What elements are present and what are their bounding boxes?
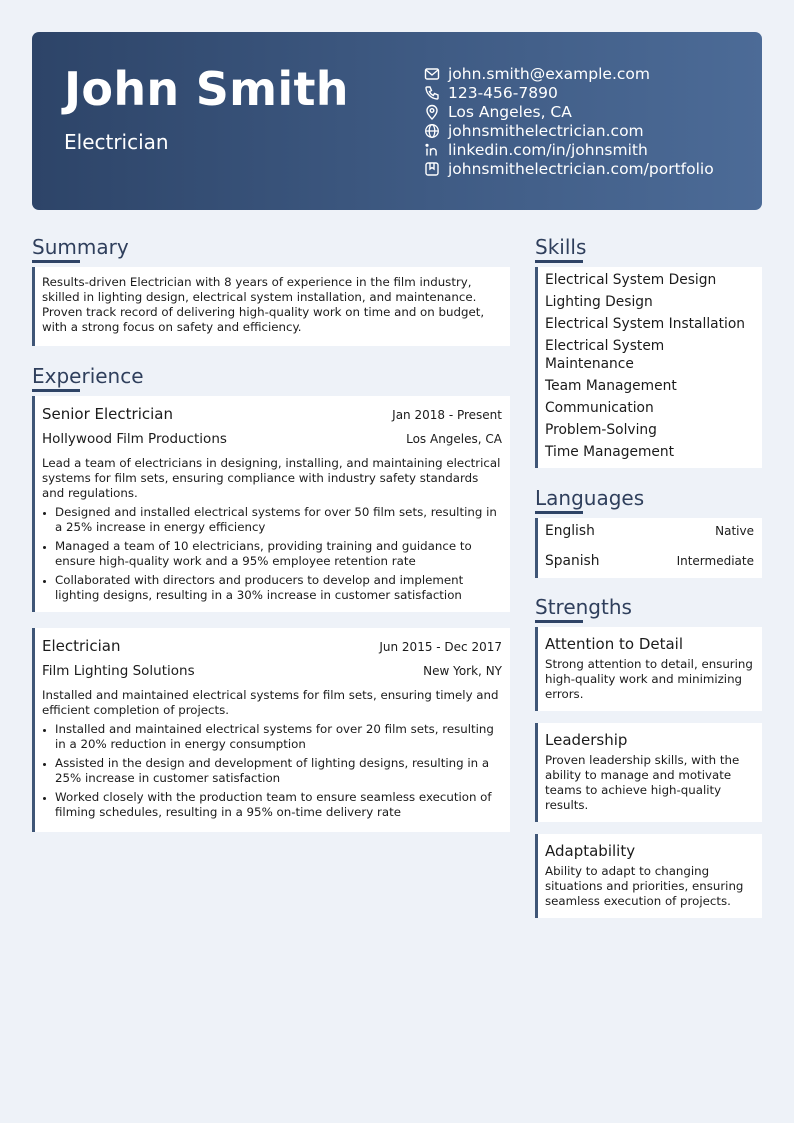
contact-location — [424, 102, 714, 121]
summary-heading: Summary — [32, 235, 129, 259]
phone-icon — [424, 85, 440, 101]
languages-underline — [535, 511, 583, 514]
skill-item: Electrical System Installation — [545, 316, 746, 332]
language-level: Native — [715, 524, 754, 538]
skills-underline — [535, 260, 583, 263]
achievement-item: Managed a team of 10 electricians, providing training and guidance to ensure high-quality work and a 95% employee retention rate — [42, 539, 502, 569]
skill-item: Communication — [545, 400, 654, 416]
contact-linkedin[interactable] — [424, 140, 714, 159]
achievement-item: Collaborated with directors and producers to develop and implement lighting designs, resulting in a 30% increase in customer satisfaction — [42, 573, 502, 603]
language-name: Spanish — [545, 553, 600, 569]
job-location: New York, NY — [423, 664, 502, 678]
job-card — [32, 396, 510, 612]
language-level: Intermediate — [676, 554, 754, 568]
summary-underline — [32, 260, 80, 263]
contact-email-text: john.smith@example.com — [448, 64, 650, 83]
contact-portfolio[interactable] — [424, 159, 714, 178]
job-description: Installed and maintained electrical systems for film sets, ensuring timely and efficient completion of projects. — [42, 688, 499, 717]
achievement-item: Installed and maintained electrical systems for over 20 film sets, resulting in a 20% reduction in energy consumption — [42, 722, 502, 752]
strengths-heading: Strengths — [535, 595, 632, 619]
experience-heading: Experience — [32, 364, 144, 388]
strength-title: Attention to Detail — [545, 635, 684, 653]
language-row — [545, 553, 754, 569]
skills-card — [535, 267, 762, 468]
contact-linkedin-text: linkedin.com/in/johnsmith — [448, 140, 648, 159]
contact-website[interactable] — [424, 121, 714, 140]
job-achievements — [42, 505, 502, 603]
job-subheader — [42, 431, 502, 447]
job-title: Electrician — [42, 637, 121, 655]
strength-description: Strong attention to detail, ensuring high-quality work and minimizing errors. — [545, 657, 753, 701]
resume-header — [32, 32, 762, 210]
achievement-item: Worked closely with the production team to ensure seamless execution of filming schedules, resulting in a 95% on-time delivery rate — [42, 790, 502, 820]
contact-location-text: Los Angeles, CA — [448, 102, 572, 121]
job-company: Hollywood Film Productions — [42, 431, 227, 447]
language-name: English — [545, 523, 595, 539]
language-row — [545, 523, 754, 553]
strength-title: Adaptability — [545, 842, 636, 860]
globe-icon — [424, 123, 440, 139]
strengths-underline — [535, 620, 583, 623]
job-subheader — [42, 663, 502, 679]
job-card — [32, 628, 510, 832]
strength-title: Leadership — [545, 731, 628, 749]
job-description: Lead a team of electricians in designing, installing, and maintaining electrical systems for film sets, ensuring compliance with industry safety standards and regulations. — [42, 456, 501, 500]
mail-icon — [424, 66, 440, 82]
job-header — [42, 637, 502, 655]
languages-card — [535, 518, 762, 578]
contact-phone[interactable] — [424, 83, 714, 102]
contact-website-text: johnsmithelectrician.com — [448, 121, 644, 140]
experience-underline — [32, 389, 80, 392]
skill-item: Lighting Design — [545, 294, 653, 310]
contact-list — [424, 64, 714, 178]
job-company: Film Lighting Solutions — [42, 663, 195, 679]
strength-description: Ability to adapt to changing situations and priorities, ensuring seamless execution of projects. — [545, 864, 744, 908]
languages-heading: Languages — [535, 486, 645, 510]
linkedin-icon — [424, 142, 440, 158]
skill-item: Team Management — [545, 378, 677, 394]
strength-description: Proven leadership skills, with the ability to manage and motivate teams to achieve high-quality results. — [545, 753, 740, 812]
summary-text: Results-driven Electrician with 8 years of experience in the film industry, skilled in lighting design, electrical system installation, and maintenance. Proven track record of delivering high-quality work on time and on budget, with a strong focus on safety and efficiency. — [42, 275, 485, 334]
skill-item: Time Management — [545, 444, 675, 460]
strength-card — [535, 834, 762, 918]
job-location: Los Angeles, CA — [406, 432, 502, 446]
strength-card — [535, 627, 762, 711]
summary-card — [32, 267, 510, 346]
candidate-name: John Smith — [64, 62, 349, 116]
contact-email[interactable] — [424, 64, 714, 83]
job-dates: Jun 2015 - Dec 2017 — [379, 640, 502, 654]
job-header — [42, 405, 502, 423]
job-achievements — [42, 722, 502, 820]
location-pin-icon — [424, 104, 440, 120]
contact-portfolio-text: johnsmithelectrician.com/portfolio — [448, 159, 714, 178]
job-title: Senior Electrician — [42, 405, 173, 423]
achievement-item: Designed and installed electrical systems for over 50 film sets, resulting in a 25% increase in energy efficiency — [42, 505, 502, 535]
achievement-item: Assisted in the design and development of lighting designs, resulting in a 25% increase in customer satisfaction — [42, 756, 502, 786]
skills-heading: Skills — [535, 235, 587, 259]
skill-item: Electrical System Design — [545, 272, 717, 288]
skill-item: Problem-Solving — [545, 422, 657, 438]
candidate-role: Electrician — [64, 130, 169, 154]
skill-item: Electrical System Maintenance — [545, 338, 665, 372]
portfolio-icon — [424, 161, 440, 177]
strength-card — [535, 723, 762, 822]
contact-phone-text: 123-456-7890 — [448, 83, 558, 102]
job-dates: Jan 2018 - Present — [392, 408, 502, 422]
